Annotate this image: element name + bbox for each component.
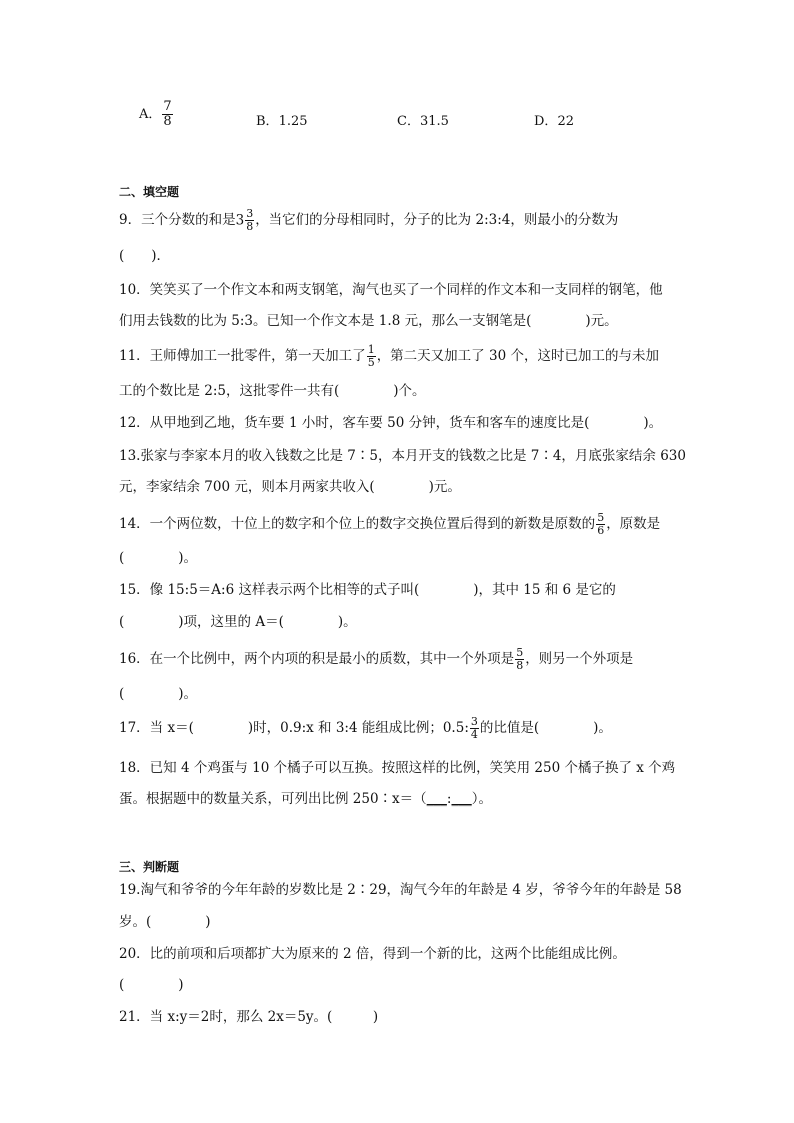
question-9-line-1: 9．三个分数的和是3 $\frac{3}{8}$ ，当它们的分母相同时，分子的比为 2:3:4，则最小的分数为 bbox=[119, 207, 619, 233]
question-18-line-2: 蛋。根据题中的数量关系，可列出比例 250∶x＝（___:___）。 bbox=[119, 791, 492, 807]
option-c bbox=[397, 110, 449, 129]
answer-blank[interactable]: ___ bbox=[426, 791, 447, 807]
option-a bbox=[139, 100, 174, 129]
question-17-fraction: $\frac{3}{4}$ bbox=[470, 715, 478, 741]
mixed-number-whole: 3 bbox=[235, 212, 245, 229]
question-12: 12．从甲地到乙地，货车要 1 小时，客车要 50 分钟，货车和客车的速度比是( )。 bbox=[119, 415, 663, 431]
question-11-line-1: 11．王师傅加工一批零件，第一天加工了 $\frac{1}{5}$ ，第二天又加工了 30 个，这时已加工的与未加 bbox=[119, 343, 659, 369]
fraction-denominator: 8 bbox=[163, 114, 172, 129]
option-c-letter: C． bbox=[397, 114, 420, 129]
question-11-line-2: 工的个数比是 2:5，这批零件一共有( )个。 bbox=[119, 383, 426, 399]
option-d-letter: D． bbox=[534, 114, 558, 129]
question-9-line-2: ( )． bbox=[119, 248, 171, 264]
question-15-line-2: ( )项，这里的 A＝( )。 bbox=[119, 614, 357, 630]
question-19-line-1: 19.淘气和爷爷的今年年龄的岁数比是 2∶29，淘气今年的年龄是 4 岁，爷爷今年的年龄是 58 bbox=[119, 882, 682, 898]
fraction-numerator: 7 bbox=[163, 99, 172, 114]
question-14-line-1: 14．一个两位数，十位上的数字和个位上的数字交换位置后得到的新数是原数的 $\frac{5}{6}$ ，原数是 bbox=[119, 511, 661, 537]
question-16-line-1: 16．在一个比例中，两个内项的积是最小的质数，其中一个外项是 $\frac{5}{8}$ ，则另一个外项是 bbox=[119, 646, 634, 672]
question-10-line-2: 们用去钱数的比为 5:3。已知一个作文本是 1.8 元，那么一支钢笔是( )元。 bbox=[119, 313, 618, 329]
question-14-fraction: $\frac{5}{6}$ bbox=[597, 511, 605, 537]
option-b bbox=[256, 110, 308, 129]
question-18-line-1: 18．已知 4 个鸡蛋与 10 个橘子可以互换。按照这样的比例，笑笑用 250 个橘子换了 x 个鸡 bbox=[119, 760, 676, 776]
option-b-letter: B． bbox=[256, 114, 279, 129]
question-13-line-1: 13.张家与李家本月的收入钱数之比是 7∶5，本月开支的钱数之比是 7∶4，月底张家结余 630 bbox=[119, 448, 686, 464]
question-9-fraction: $\frac{3}{8}$ bbox=[246, 207, 254, 233]
question-17: 17．当 x＝( )时，0.9:x 和 3:4 能组成比例；0.5: $\frac{3}{4}$ 的比值是( )。 bbox=[119, 715, 612, 741]
question-20-line-1: 20．比的前项和后项都扩大为原来的 2 倍，得到一个新的比，这两个比能组成比例。 bbox=[119, 946, 626, 962]
section-heading-fill: 二、填空题 bbox=[119, 185, 180, 199]
question-15-line-1: 15．像 15:5＝A:6 这样表示两个比相等的式子叫( )，其中 15 和 6 是它的 bbox=[119, 582, 616, 598]
option-a-letter: A． bbox=[139, 107, 162, 122]
question-10-line-1: 10．笑笑买了一个作文本和两支钢笔，淘气也买了一个同样的作文本和一支同样的钢笔，他 bbox=[119, 282, 663, 298]
question-20-line-2: ( ) bbox=[119, 977, 184, 993]
option-b-value: 1.25 bbox=[278, 114, 308, 129]
question-21: 21．当 x:y＝2时，那么 2x＝5y。( ) bbox=[119, 1009, 379, 1025]
question-13-line-2: 元，李家结余 700 元，则本月两家共收入( )元。 bbox=[119, 479, 461, 495]
answer-blank[interactable]: ___ bbox=[451, 791, 472, 807]
option-d bbox=[534, 110, 574, 129]
option-d-value: 22 bbox=[557, 114, 574, 129]
question-11-fraction: $\frac{1}{5}$ bbox=[367, 343, 375, 369]
question-16-line-2: ( )。 bbox=[119, 686, 198, 702]
question-14-line-2: ( )。 bbox=[119, 550, 198, 566]
section-heading-judge: 三、判断题 bbox=[119, 860, 180, 874]
question-16-fraction: $\frac{5}{8}$ bbox=[516, 646, 524, 672]
option-c-value: 31.5 bbox=[419, 114, 449, 129]
option-a-fraction bbox=[162, 100, 172, 129]
question-19-line-2: 岁。( ) bbox=[119, 914, 211, 930]
